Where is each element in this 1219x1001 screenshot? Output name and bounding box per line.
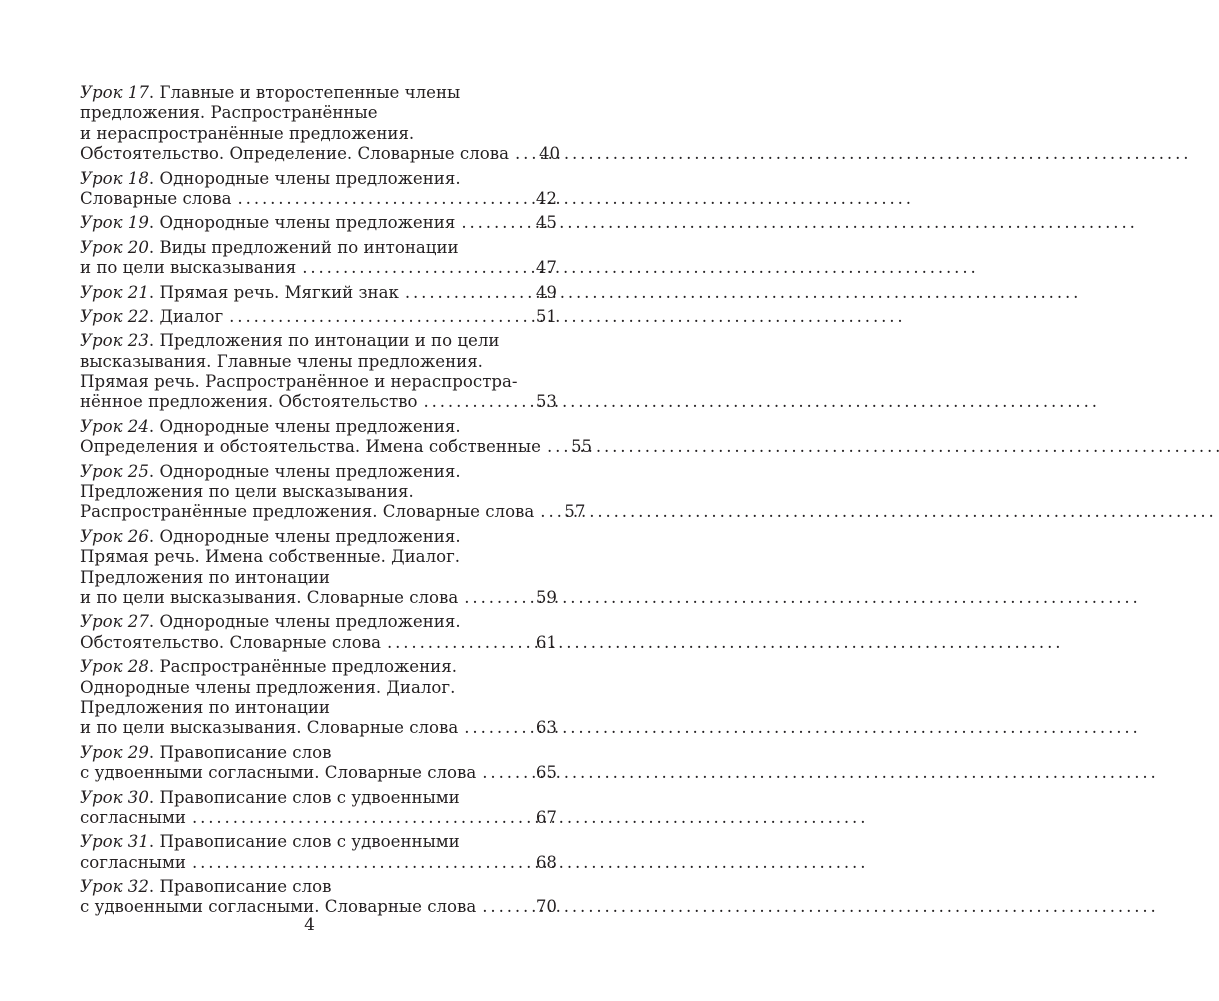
toc-line [80,213,557,233]
toc-entry [80,527,557,609]
toc-line-text-wrap [80,743,331,762]
dot-leader [192,853,532,873]
toc-line [80,372,557,392]
dot-leader [540,502,560,522]
toc-page-number: 65 [535,763,557,783]
toc-line-text-wrap [80,568,330,587]
toc-line [80,283,557,303]
lesson-label: Урок 20 [80,237,149,257]
toc-line [80,633,557,653]
toc-page-number: 59 [535,587,557,607]
dot-leader [464,718,532,738]
toc-title-text: Диалог [159,306,224,326]
toc-line-text-wrap [80,718,458,738]
toc-title-text: высказывания. Главные члены предложения. [80,351,483,371]
toc-entry [80,83,561,165]
toc-page-number: 68 [535,852,557,872]
toc-title-text: предложения. Распространённые [80,103,378,123]
toc-title-text: Предложения по интонации [80,697,330,717]
lesson-separator: . [148,832,160,852]
lesson-label: Урок 22 [80,306,149,326]
toc-title-text: Словарные слова [80,188,232,208]
toc-line [80,331,557,351]
toc-page-number: 49 [535,282,557,302]
toc-title-text: и нераспространённые предложения. [80,123,415,143]
toc-title-text: Прямая речь. Распространённое и нераспростра- [80,372,518,392]
toc-title-text: Обстоятельство. Словарные слова [80,632,381,652]
toc-line-text-wrap [80,437,541,457]
toc-title-text: Распространённые предложения. [159,657,457,677]
toc-title-text: Распространённые предложения. Словарные слова [80,502,535,522]
toc-title-text: Виды предложений по интонации [159,237,459,257]
toc-entry [80,331,557,413]
toc-title-text: Правописание слов [159,877,332,897]
toc-page-number: 53 [535,392,557,412]
toc-line [80,527,557,547]
toc-title-text: Однородные члены предложения. [159,526,461,546]
lesson-label: Урок 17 [80,83,149,102]
toc-line [80,238,557,258]
toc-entry [80,832,557,873]
lesson-label: Урок 18 [80,168,149,188]
toc-line-text-wrap [80,588,458,608]
toc-line-text-wrap [80,788,460,807]
toc-line [80,763,557,783]
dot-leader [547,437,567,457]
toc-page-number: 55 [570,437,593,457]
dot-leader [192,808,532,828]
toc-entry [80,657,557,739]
lesson-separator: . [148,416,160,436]
lesson-label: Урок 28 [80,657,149,677]
toc-title-text: Однородные члены предложения. [159,416,461,436]
toc-page-number: 67 [535,807,557,827]
toc-line-text-wrap [80,832,460,851]
toc-line-text-wrap [80,189,232,209]
toc-line-text-wrap [80,144,509,164]
toc-line [80,698,557,718]
toc-line [80,678,557,698]
toc-line [80,144,561,164]
toc-entry [80,307,557,327]
toc-title-text: Однородные члены предложения. [159,168,461,188]
toc-line-text-wrap [80,853,186,873]
lesson-label: Урок 31 [80,832,149,852]
toc-line-text-wrap [80,808,186,828]
toc-line-text-wrap [80,258,296,278]
toc-line [80,743,557,763]
lesson-separator: . [148,168,160,188]
toc-line-text-wrap [80,547,460,566]
lesson-separator: . [148,237,160,257]
lesson-label: Урок 23 [80,331,149,351]
lesson-separator: . [148,213,160,233]
toc-line [80,788,557,808]
toc-line-text-wrap [80,612,461,631]
toc-line-text-wrap [80,238,459,257]
dot-leader [464,588,532,608]
toc-line-text-wrap [80,678,455,697]
toc-title-text: Предложения по интонации [80,567,330,587]
toc-title-text: и по цели высказывания. Словарные слова [80,587,459,607]
toc-line [80,462,557,482]
toc-line-text-wrap [80,169,461,188]
toc-title-text: согласными [80,807,186,827]
toc-title-text: Предложения по цели высказывания. [80,482,414,502]
toc-line [80,547,557,567]
toc-line-text-wrap [80,527,461,546]
toc-entry [80,743,557,784]
dot-leader [238,189,532,209]
lesson-separator: . [148,461,160,481]
toc-line [80,124,557,144]
toc-line [80,877,557,897]
toc-line [80,352,557,372]
toc-line-text-wrap [80,307,223,327]
toc-title-text: Предложения по интонации и по цели [159,331,500,351]
lesson-separator: . [148,331,160,351]
toc-title-text: Однородные члены предложения. Диалог. [80,677,456,697]
lesson-label: Урок 32 [80,877,149,897]
toc-title-text: Правописание слов [159,742,332,762]
toc-line-text-wrap [80,352,483,371]
toc-page-number: 45 [535,213,557,233]
toc-line-text-wrap [80,877,331,896]
toc-page-number: 63 [535,718,557,738]
toc-line [80,568,557,588]
toc-title-text: Однородные члены предложения. [159,612,461,632]
toc-title-text: и по цели высказывания [80,258,297,278]
dot-leader [482,763,532,783]
toc-title-text: с удвоенными согласными. Словарные слова [80,897,477,917]
lesson-label: Урок 25 [80,461,149,481]
toc-line [80,169,557,189]
toc-line [80,588,557,608]
toc-line [80,83,557,103]
lesson-separator: . [148,742,160,762]
toc-line-text-wrap [80,331,499,350]
dot-leader [229,307,532,327]
toc-page-number: 47 [535,258,557,278]
lesson-label: Урок 24 [80,416,149,436]
toc-entry [80,877,557,918]
lesson-label: Урок 19 [80,213,149,233]
toc-line-text-wrap [80,213,455,233]
toc-line-text-wrap [80,417,461,436]
toc-line-text-wrap [80,462,461,481]
lesson-separator: . [148,83,160,102]
toc-line-text-wrap [80,283,399,303]
toc-entry [80,788,557,829]
toc-line [80,718,557,738]
toc-title-text: Однородные члены предложения [159,213,456,233]
lesson-label: Урок 27 [80,612,149,632]
toc-title-text: с удвоенными согласными. Словарные слова [80,763,477,783]
toc-entry [80,461,586,523]
toc-page-number: 57 [564,502,586,522]
toc-title-text: Определения и обстоятельства. Имена собственные [80,437,541,457]
lesson-separator: . [148,877,160,897]
toc-title-text: согласными [80,852,186,872]
toc-line-text-wrap [80,502,534,522]
toc-line [80,437,593,457]
toc-line [80,832,557,852]
toc-entry [80,416,593,458]
toc-page-number: 51 [535,306,557,326]
toc-title-text: нённое предложения. Обстоятельство [80,392,418,412]
toc-line [80,482,557,502]
toc-title-text: Прямая речь. Мягкий знак [159,282,399,302]
toc-line-text-wrap [80,124,414,143]
toc-page-number: 42 [535,188,557,208]
toc-line [80,189,557,209]
lesson-label: Урок 26 [80,526,149,546]
toc-page-number: 40 [538,144,561,164]
lesson-separator: . [148,282,160,302]
dot-leader [387,633,532,653]
toc-entry [80,238,557,279]
toc-line-text-wrap [80,633,381,653]
toc-line [80,392,557,412]
toc-entry [80,612,557,653]
toc-title-text: Правописание слов с удвоенными [159,787,460,807]
toc-line-text-wrap [80,698,330,717]
dot-leader [423,392,531,412]
toc-line [80,502,586,522]
toc-line-text-wrap [80,657,457,676]
toc-line [80,258,557,278]
toc-line [80,808,557,828]
lesson-separator: . [148,526,160,546]
lesson-separator: . [148,657,160,677]
dot-leader [461,213,532,233]
toc-line [80,657,557,677]
page-number: 4 [304,915,315,935]
lesson-label: Урок 30 [80,787,149,807]
toc-title-text: Прямая речь. Имена собственные. Диалог. [80,547,461,567]
dot-leader [302,258,532,278]
toc-line [80,612,557,632]
toc-line [80,417,557,437]
toc-line-text-wrap [80,482,414,501]
toc-title-text: и по цели высказывания. Словарные слова [80,718,459,738]
lesson-separator: . [148,787,160,807]
toc-title-text: Однородные члены предложения. [159,461,461,481]
lesson-separator: . [148,612,160,632]
lesson-separator: . [148,306,160,326]
toc-entry [80,213,557,233]
toc-title-text: Главные и второстепенные члены [159,83,461,102]
toc-page-number: 70 [535,897,557,917]
toc-page-number: 61 [535,632,557,652]
toc-line-text-wrap [80,372,518,391]
lesson-label: Урок 29 [80,742,149,762]
toc-line [80,103,557,123]
toc-line-text-wrap [80,83,460,102]
toc-line-text-wrap [80,392,417,412]
toc-title-text: Правописание слов с удвоенными [159,832,460,852]
toc-entry [80,283,557,303]
toc-line-text-wrap [80,763,476,783]
toc-entry [80,169,557,210]
lesson-label: Урок 21 [80,282,149,302]
dot-leader [515,144,535,164]
table-of-contents [80,83,593,922]
toc-title-text: Обстоятельство. Определение. Словарные слова [80,144,509,164]
dot-leader [405,283,532,303]
toc-line [80,853,557,873]
toc-line-text-wrap [80,103,378,122]
toc-line [80,307,557,327]
